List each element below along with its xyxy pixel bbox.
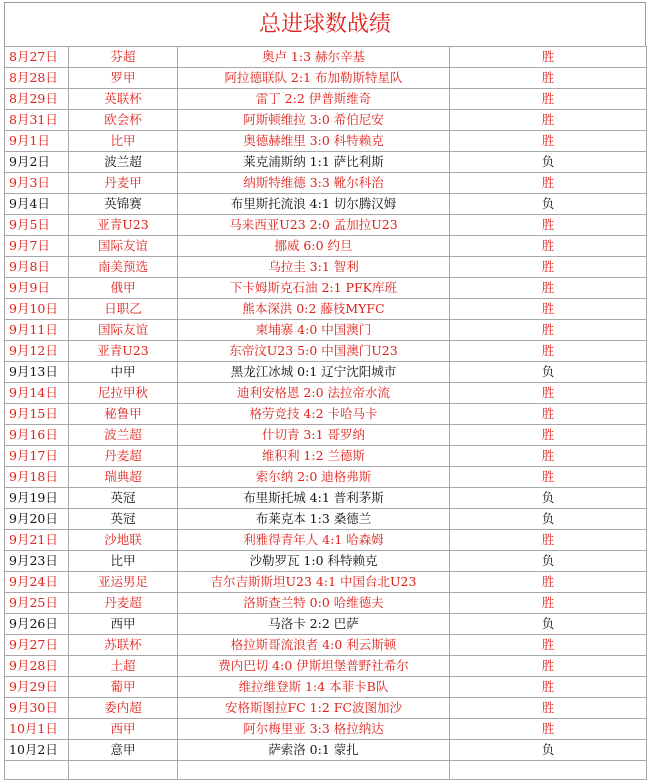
date-cell: 9月23日 [5,551,69,572]
table-row [5,635,647,656]
league-cell: 俄甲 [69,278,178,299]
date-cell: 9月19日 [5,488,69,509]
date-cell: 9月4日 [5,194,69,215]
league-cell: 日职乙 [69,299,178,320]
match-cell: 利雅得青年人 4:1 哈森姆 [178,530,450,551]
league-cell: 意甲 [69,740,178,761]
table-row [5,446,647,467]
result-cell: 胜 [450,467,647,488]
table-row [5,698,647,719]
result-cell: 胜 [450,68,647,89]
table-row [5,425,647,446]
result-cell: 胜 [450,593,647,614]
match-cell: 柬埔寨 4:0 中国澳门 [178,320,450,341]
match-cell: 布莱克本 1:3 桑德兰 [178,509,450,530]
table-row [5,89,647,110]
date-cell: 9月5日 [5,215,69,236]
date-cell [5,761,69,780]
match-cell: 东帝汶U23 5:0 中国澳门U23 [178,341,450,362]
result-cell: 胜 [450,320,647,341]
result-cell: 胜 [450,383,647,404]
match-cell: 索尔纳 2:0 迪格弗斯 [178,467,450,488]
table-row [5,383,647,404]
league-cell: 英冠 [69,509,178,530]
match-cell: 格拉斯哥流浪者 4:0 利云斯顿 [178,635,450,656]
match-cell: 黑龙江冰城 0:1 辽宁沈阳城市 [178,362,450,383]
table-row [5,47,647,68]
match-cell: 莱克浦斯纳 1:1 萨比利斯 [178,152,450,173]
league-cell: 英锦赛 [69,194,178,215]
date-cell: 8月27日 [5,47,69,68]
result-cell: 负 [450,509,647,530]
match-cell: 萨索洛 0:1 蒙扎 [178,740,450,761]
result-cell: 胜 [450,236,647,257]
date-cell: 8月31日 [5,110,69,131]
match-cell: 沙勒罗瓦 1:0 科特赖克 [178,551,450,572]
result-cell: 胜 [450,677,647,698]
table-row [5,194,647,215]
match-cell: 阿拉德联队 2:1 布加勒斯特星队 [178,68,450,89]
result-cell: 胜 [450,215,647,236]
match-cell: 下卡姆斯克石油 2:1 PFK库班 [178,278,450,299]
date-cell: 9月18日 [5,467,69,488]
date-cell: 9月3日 [5,173,69,194]
date-cell: 9月11日 [5,320,69,341]
table-row [5,467,647,488]
league-cell: 亚青U23 [69,215,178,236]
table-row [5,656,647,677]
result-cell: 负 [450,362,647,383]
result-cell: 胜 [450,656,647,677]
result-cell: 胜 [450,719,647,740]
date-cell: 9月9日 [5,278,69,299]
league-cell [69,761,178,780]
result-cell: 胜 [450,110,647,131]
result-cell: 胜 [450,698,647,719]
date-cell: 8月28日 [5,68,69,89]
table-row [5,404,647,425]
date-cell: 9月7日 [5,236,69,257]
date-cell: 9月17日 [5,446,69,467]
league-cell: 英冠 [69,488,178,509]
table-row [5,551,647,572]
result-cell: 胜 [450,47,647,68]
date-cell: 9月29日 [5,677,69,698]
league-cell: 秘鲁甲 [69,404,178,425]
match-cell: 迪利安格恩 2:0 法拉帝水流 [178,383,450,404]
date-cell: 9月14日 [5,383,69,404]
result-cell: 胜 [450,341,647,362]
league-cell: 葡甲 [69,677,178,698]
date-cell: 9月8日 [5,257,69,278]
date-cell: 9月21日 [5,530,69,551]
date-cell: 9月24日 [5,572,69,593]
result-cell: 胜 [450,89,647,110]
table-row [5,677,647,698]
date-cell: 8月29日 [5,89,69,110]
result-cell: 负 [450,614,647,635]
match-cell: 阿尔梅里亚 3:3 格拉纳达 [178,719,450,740]
league-cell: 西甲 [69,719,178,740]
result-cell: 负 [450,194,647,215]
match-cell: 乌拉圭 3:1 智利 [178,257,450,278]
table-row [5,593,647,614]
result-cell: 胜 [450,635,647,656]
league-cell: 土超 [69,656,178,677]
match-cell: 格劳竞技 4:2 卡哈马卡 [178,404,450,425]
league-cell: 南美预选 [69,257,178,278]
league-cell: 波兰超 [69,425,178,446]
table-row [5,236,647,257]
match-cell: 奥德赫维里 3:0 科特赖克 [178,131,450,152]
date-cell: 9月2日 [5,152,69,173]
league-cell: 英联杯 [69,89,178,110]
result-cell [450,761,647,780]
league-cell: 丹麦超 [69,593,178,614]
match-cell: 阿斯顿维拉 3:0 希伯尼安 [178,110,450,131]
match-cell: 马洛卡 2:2 巴萨 [178,614,450,635]
record-table [4,46,647,780]
match-cell: 维拉维登斯 1:4 本菲卡B队 [178,677,450,698]
match-cell: 洛斯查兰特 0:0 哈维德夫 [178,593,450,614]
result-cell: 胜 [450,173,647,194]
date-cell: 9月16日 [5,425,69,446]
match-cell: 维积利 1:2 兰德斯 [178,446,450,467]
page-title: 总进球数战绩 [4,2,646,46]
result-cell: 胜 [450,530,647,551]
date-cell: 9月15日 [5,404,69,425]
result-cell: 负 [450,740,647,761]
league-cell: 丹麦超 [69,446,178,467]
date-cell: 9月30日 [5,698,69,719]
date-cell: 9月1日 [5,131,69,152]
date-cell: 9月20日 [5,509,69,530]
league-cell: 沙地联 [69,530,178,551]
league-cell: 亚青U23 [69,341,178,362]
date-cell: 10月1日 [5,719,69,740]
league-cell: 亚运男足 [69,572,178,593]
match-cell: 马来西亚U23 2:0 孟加拉U23 [178,215,450,236]
league-cell: 中甲 [69,362,178,383]
league-cell: 欧会杯 [69,110,178,131]
table-row [5,614,647,635]
table-row [5,131,647,152]
result-cell: 胜 [450,404,647,425]
match-cell [178,761,450,780]
table-row [5,152,647,173]
league-cell: 波兰超 [69,152,178,173]
table-row [5,257,647,278]
record-sheet [4,2,646,780]
match-cell: 布里斯托城 4:1 普利茅斯 [178,488,450,509]
league-cell: 苏联杯 [69,635,178,656]
match-cell: 安格斯图拉FC 1:2 FC波图加沙 [178,698,450,719]
match-cell: 奥卢 1:3 赫尔辛基 [178,47,450,68]
league-cell: 芬超 [69,47,178,68]
result-cell: 胜 [450,425,647,446]
date-cell: 9月27日 [5,635,69,656]
league-cell: 瑞典超 [69,467,178,488]
league-cell: 委内超 [69,698,178,719]
league-cell: 丹麦甲 [69,173,178,194]
league-cell: 国际友谊 [69,236,178,257]
league-cell: 罗甲 [69,68,178,89]
table-row [5,68,647,89]
table-row [5,110,647,131]
date-cell: 9月12日 [5,341,69,362]
result-cell: 胜 [450,446,647,467]
table-row [5,488,647,509]
table-row [5,173,647,194]
match-cell: 费内巴切 4:0 伊斯坦堡普野社希尔 [178,656,450,677]
result-cell: 负 [450,488,647,509]
result-cell: 胜 [450,572,647,593]
table-row [5,530,647,551]
result-cell: 负 [450,152,647,173]
table-row [5,761,647,780]
date-cell: 9月28日 [5,656,69,677]
table-row [5,320,647,341]
table-row [5,740,647,761]
table-row [5,299,647,320]
date-cell: 9月10日 [5,299,69,320]
date-cell: 9月25日 [5,593,69,614]
table-row [5,362,647,383]
league-cell: 尼拉甲秋 [69,383,178,404]
table-row [5,719,647,740]
match-cell: 熊本深洪 0:2 藤枝MYFC [178,299,450,320]
date-cell: 9月13日 [5,362,69,383]
match-cell: 吉尔吉斯斯坦U23 4:1 中国台北U23 [178,572,450,593]
table-row [5,509,647,530]
match-cell: 什切青 3:1 哥罗纳 [178,425,450,446]
table-row [5,215,647,236]
match-cell: 纳斯特维德 3:3 靴尔科治 [178,173,450,194]
match-cell: 雷丁 2:2 伊普斯维奇 [178,89,450,110]
date-cell: 9月26日 [5,614,69,635]
league-cell: 比甲 [69,551,178,572]
table-row [5,341,647,362]
league-cell: 比甲 [69,131,178,152]
league-cell: 国际友谊 [69,320,178,341]
table-row [5,278,647,299]
result-cell: 胜 [450,299,647,320]
result-cell: 负 [450,551,647,572]
match-cell: 布里斯托流浪 4:1 切尔腾汉姆 [178,194,450,215]
match-cell: 挪威 6:0 约旦 [178,236,450,257]
result-cell: 胜 [450,278,647,299]
result-cell: 胜 [450,131,647,152]
league-cell: 西甲 [69,614,178,635]
result-cell: 胜 [450,257,647,278]
table-row [5,572,647,593]
date-cell: 10月2日 [5,740,69,761]
